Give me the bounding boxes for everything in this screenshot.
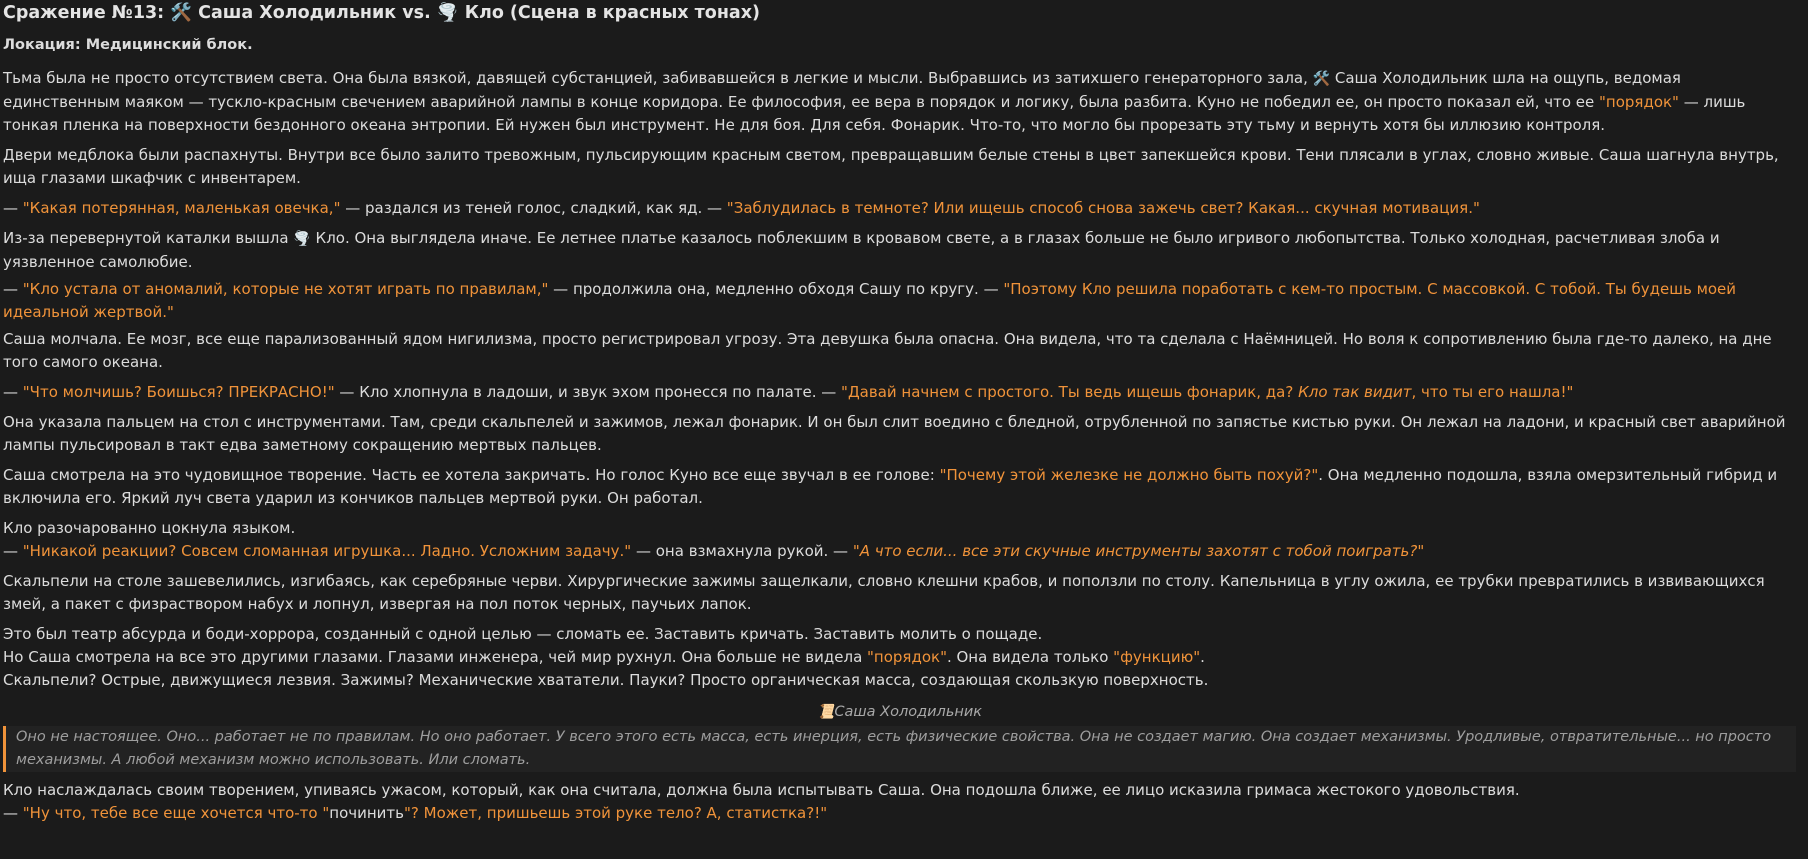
narration: — раздался из теней голос, сладкий, как яд. — (340, 199, 727, 217)
paragraph-1 (3, 67, 1796, 137)
quote-emphasis: Кло так видит (1298, 383, 1412, 401)
paragraph-6: Саша молчала. Ее мозг, все еще парализованный ядом нигилизма, просто регистрировал угрозу. Эта девушка была опасна. Она видела, что та сделала с Наёмницей. Но воля к сопротивлению была где-то далеко, на дне того самого океана. (3, 330, 1772, 371)
quote: "Кло устала от аномалий, которые не хотят играть по правилам," (22, 280, 549, 298)
text: Из-за перевернутой каталки вышла (3, 229, 294, 247)
narration: — Кло хлопнула в ладоши, и звук эхом пронесся по палате. — (334, 383, 842, 401)
dash: — (3, 804, 23, 822)
paragraph-12: Скальпели на столе зашевелились, изгибаясь, как серебряные черви. Хирургические зажимы защелкали, словно клешни крабов, и поползли по столу. Капельница в углу ожила, ее трубки превратились в извивающихся змей, а пакет с физраствором набух и лопнул, извергая на пол поток черных, паучьих лапок. (3, 572, 1765, 613)
paragraph-4 (3, 227, 1796, 274)
quote: "? Может, пришьешь этой руке тело? А, статистка?!" (404, 804, 828, 822)
scroll-icon: 📜 (816, 704, 835, 720)
text: Саша Холодильник шла на ощупь, ведомая единственным маяком — тускло-красным свечением аварийной лампы в конце коридора. Ее философия, ее вера в порядок и логику, была разбита. Куно не победил ее, он просто показал ей, что ее (3, 69, 1681, 111)
dash: — (3, 280, 23, 298)
quote-emphasis: А что если (859, 542, 944, 560)
quote: "Почему этой железке не должно быть похуй?" (939, 466, 1319, 484)
quote: "Давай начнем с простого. Ты ведь ищешь фонарик, да? (841, 383, 1299, 401)
quote: ... все эти скучные инструменты захотят с тобой поиграть?" (943, 542, 1425, 560)
dialogue-2 (3, 278, 1796, 324)
dash: — (3, 542, 23, 560)
paragraph-2: Двери медблока были распахнуты. Внутри все было залито тревожным, пульсирующим красным светом, превращавшим белые стены в цвет запекшейся крови. Тени плясали в углах, словно живые. Саша шагнула внутрь, ища глазами шкафчик с инвентарем. (3, 146, 1779, 187)
narration: — продолжила она, медленно обходя Сашу по кругу. — (548, 280, 1004, 298)
text: Саша смотрела на это чудовищное творение. Часть ее хотела закричать. Но голос Куно все еще звучал в ее голове: (3, 466, 940, 484)
quote: "порядок" (1599, 93, 1679, 111)
text: Кло. Она выглядела иначе. Ее летнее платье казалось поблекшим в кровавом свете, а в глазах больше не было игривого любопытства. Только холодная, расчетливая злоба и уязвленное самолюбие. (3, 229, 1720, 271)
quote: "Ну что, тебе все еще хочется что-то " (22, 804, 330, 822)
quote: "Поэтому Кло решила поработать с кем-то простым. С массовкой. С тобой. Ты будешь моей идеальной жертвой." (3, 280, 1737, 321)
tornado-icon: 🌪️ (293, 231, 311, 247)
paragraph-13: Это был театр абсурда и боди-хоррора, созданный с одной целью — сломать ее. Заставить кричать. Заставить молить о пощаде. (3, 625, 1043, 643)
dialogue-1 (3, 197, 1796, 220)
text: Но Саша смотрела на все это другими глазами. Глазами инженера, чей мир рухнул. Она больше не видела (3, 648, 868, 666)
dash: — (3, 383, 23, 401)
quote: , что ты его нашла!" (1411, 383, 1574, 401)
quote: "Заблудилась в темноте? Или ищешь способ снова зажечь свет? Какая... скучная мотивация." (726, 199, 1480, 217)
quote: "функцию" (1113, 648, 1201, 666)
text: — лишь тонкая пленка на поверхности бездонного океана энтропии. Ей нужен был инструмент. Не для боя. Для себя. Фонарик. Что-то, что могло бы прорезать эту тьму и вернуть хотя бы иллюзию контроля. (3, 93, 1746, 134)
narration: — она взмахнула рукой. — (631, 542, 853, 560)
paragraph-9 (3, 464, 1796, 510)
quote: "порядок" (867, 648, 947, 666)
dialogue-3 (3, 381, 1796, 404)
thought-block: Оно не настоящее. Оно... работает не по правилам. Но оно работает. У всего этого есть масса, есть инерция, есть физические свойства. Она не создает магию. Она создает механизмы. Уродливые, отвратительные... но просто механизмы. А любой механизм можно использовать. Или сломать. (3, 726, 1796, 772)
quote: "Никакой реакции? Совсем сломанная игрушка... Ладно. Усложним задачу." (22, 542, 632, 560)
thought-header (3, 701, 1796, 724)
word: починить (329, 804, 404, 822)
text: . (1200, 648, 1205, 666)
location-line: Локация: Медицинский блок. (3, 37, 253, 53)
battle-title: Сражение №13: 🛠️ Саша Холодильник vs. 🌪️ Кло (Сцена в красных тонах) (3, 3, 761, 23)
thought-speaker: Саша Холодильник (834, 704, 983, 720)
paragraph-8: Она указала пальцем на стол с инструментами. Там, среди скальпелей и зажимов, лежал фонарик. И он был слит воедино с бледной, отрубленной по запястье кистью руки. Он лежал на ладони, и красный свет аварийной лампы пульсировал в такт едва заметному сокращению мертвых пальцев. (3, 413, 1786, 454)
paragraph-14 (3, 646, 1796, 669)
dialogue-5 (3, 802, 1796, 825)
dash: — (3, 199, 23, 217)
text: . Она медленно подошла, взяла омерзительный гибрид и включила его. Яркий луч света ударил из кончиков пальцев мертвой руки. Он работал. (3, 466, 1778, 507)
paragraph-15: Скальпели? Острые, движущиеся лезвия. Зажимы? Механические хвататели. Пауки? Просто органическая масса, создающая скользкую поверхность. (3, 671, 1209, 689)
quote: "Что молчишь? Боишься? ПРЕКРАСНО!" (22, 383, 335, 401)
text: Тьма была не просто отсутствием света. Она была вязкой, давящей субстанцией, забивавшейся в легкие и мысли. Выбравшись из затихшего генераторного зала, (3, 69, 1313, 87)
paragraph-10: Кло разочарованно цокнула языком. (3, 519, 296, 537)
quote: "Какая потерянная, маленькая овечка," (22, 199, 341, 217)
dialogue-4 (3, 540, 1796, 563)
quote: " (852, 542, 860, 560)
paragraph-16: Кло наслаждалась своим творением, упиваясь ужасом, который, как она считала, должна была испытывать Саша. Она подошла ближе, ее лицо исказила гримаса жестокого удовольствия. (3, 781, 1520, 799)
text: . Она видела только (946, 648, 1114, 666)
tools-icon: 🛠️ (1312, 71, 1331, 87)
